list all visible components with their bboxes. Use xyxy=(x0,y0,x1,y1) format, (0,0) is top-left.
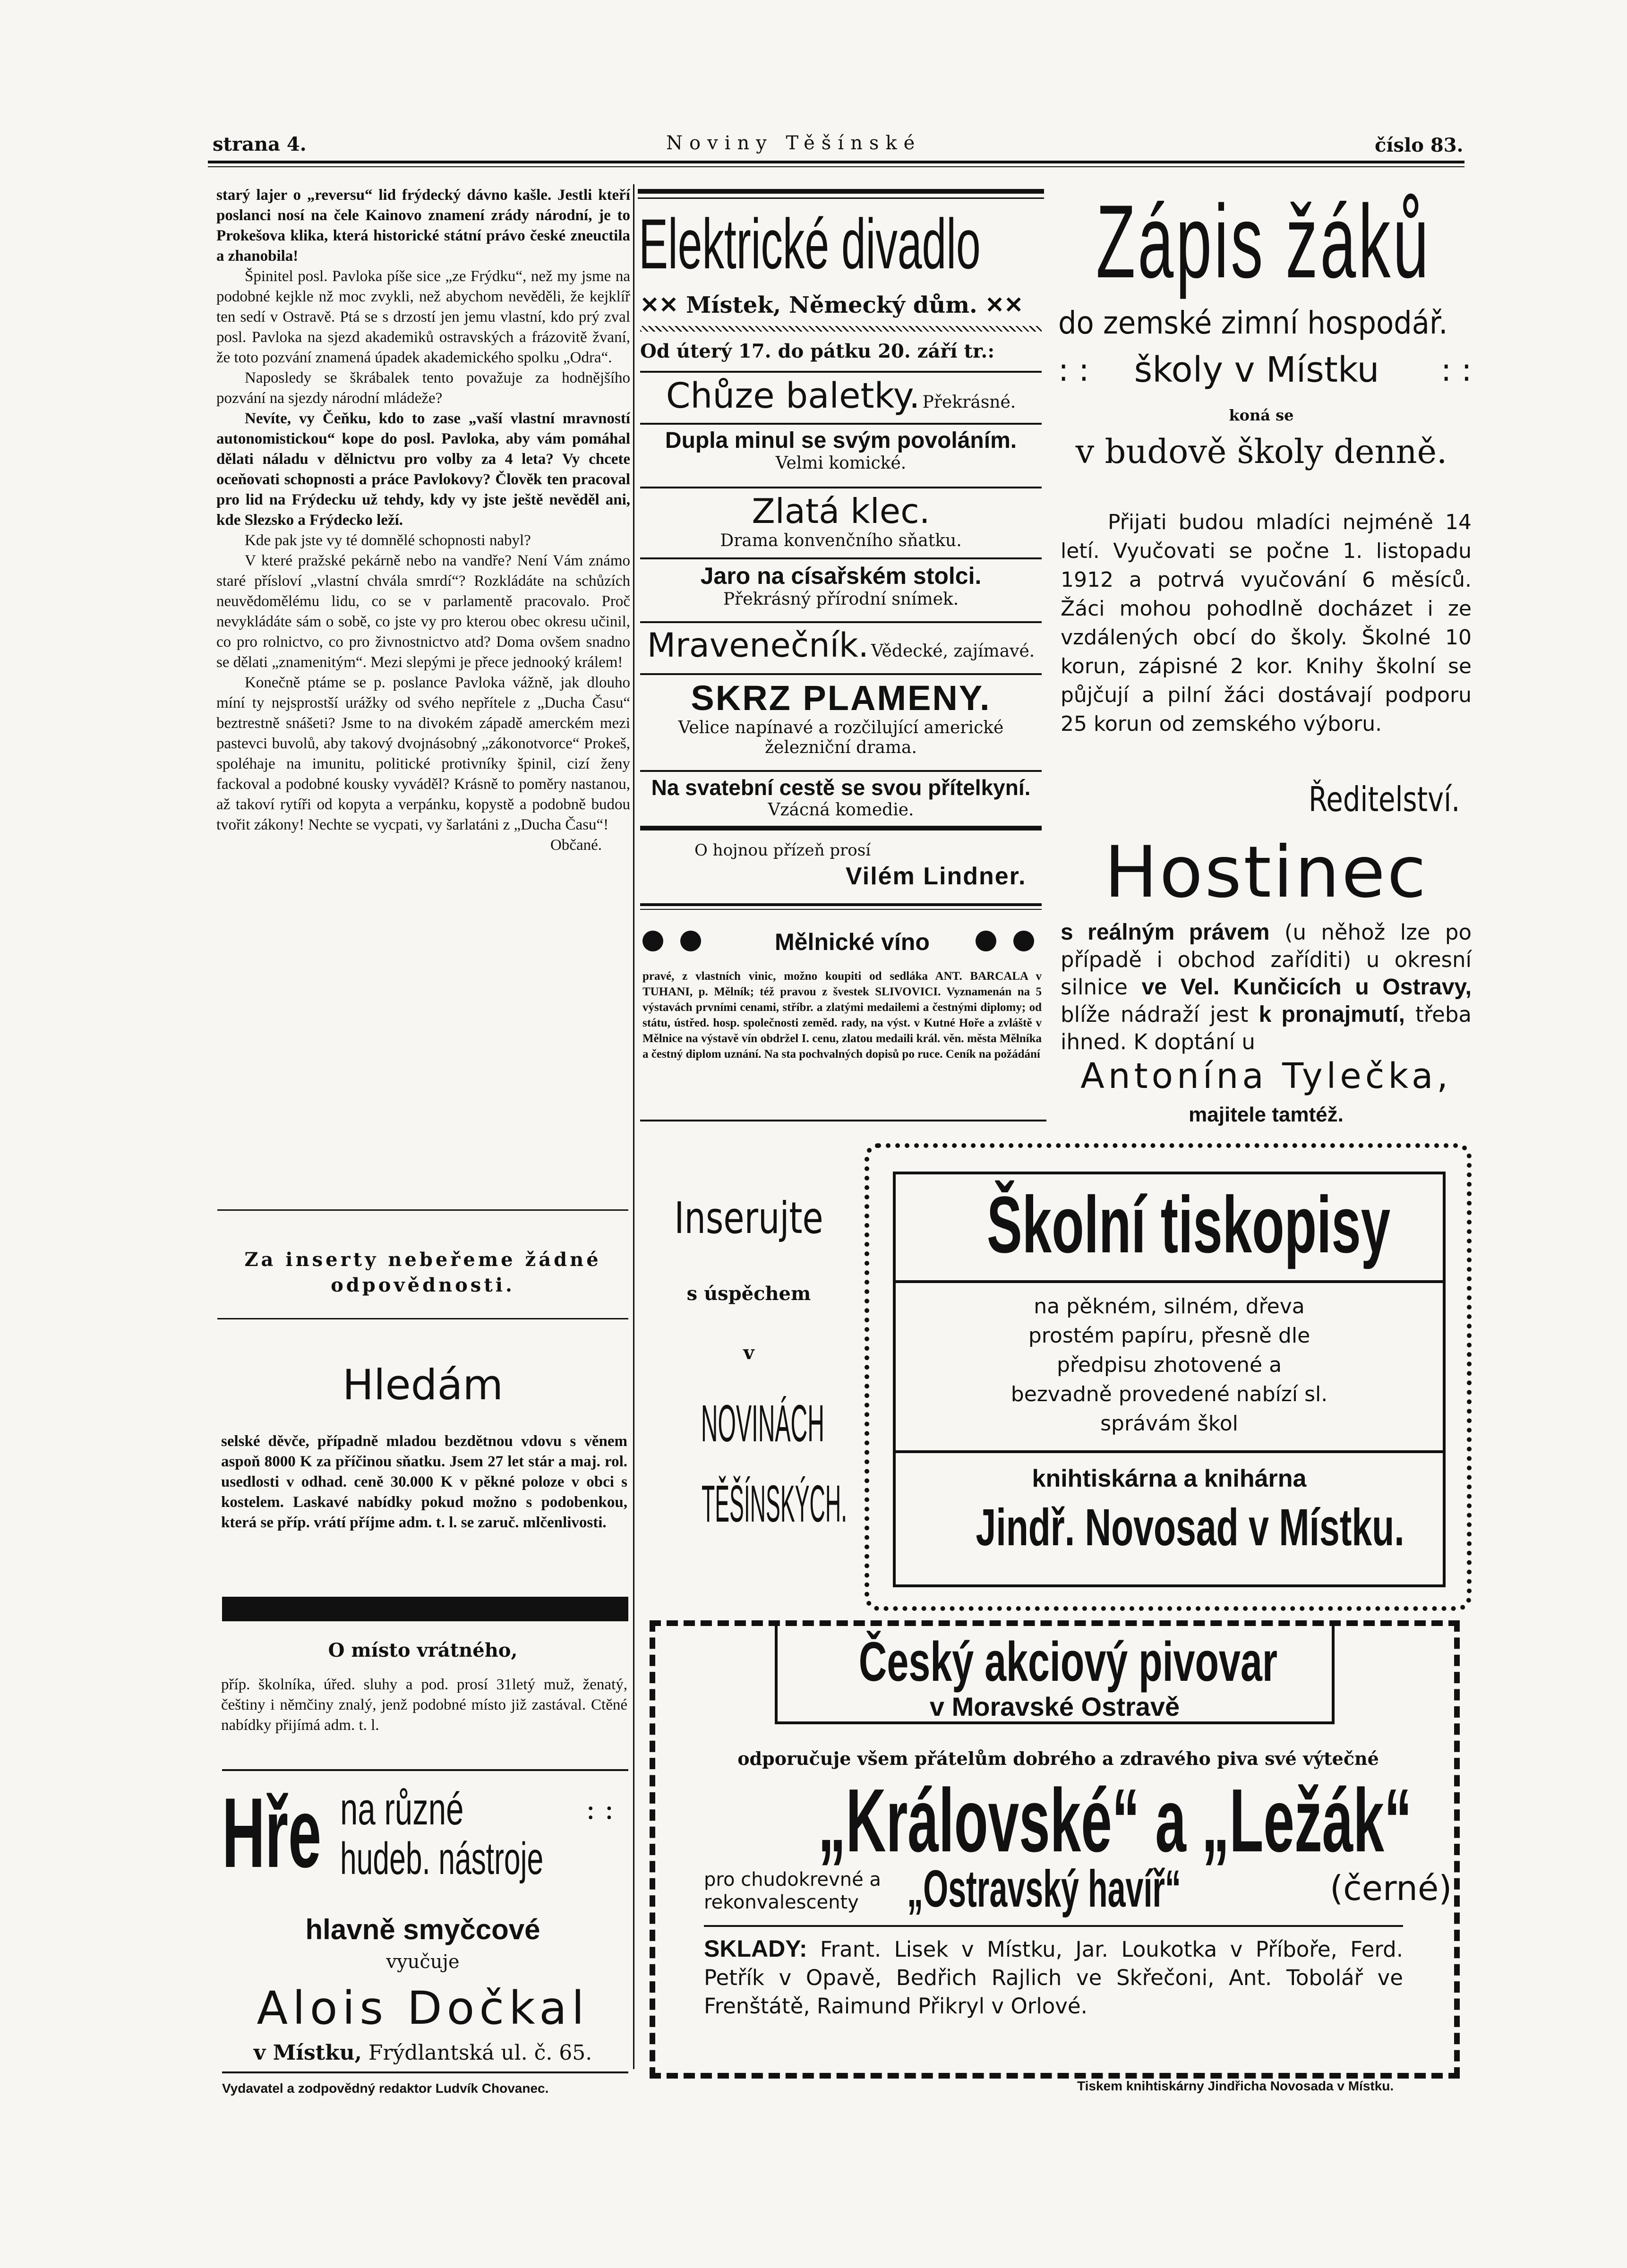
pivovar-depots xyxy=(704,1934,1403,2020)
inserujte-l5: TĚŠÍNSKÝCH. xyxy=(702,1475,848,1533)
hostinec-body xyxy=(1061,919,1472,1056)
bullet-icon xyxy=(976,931,996,951)
vratny-title: O místo vrátného, xyxy=(328,1639,518,1661)
article-paragraph: Kde pak jste vy té domnělé schopnosti nabyl? xyxy=(245,532,531,549)
divadlo-rule xyxy=(640,371,1042,373)
article-paragraph: starý lajer o „reversu“ lid frýdecký dávno kašle. Jestli kteří poslanci nosí na čele Kainovo znamení zrády národní, je to Prokešova klika, která historické státní právo české zneuctila a zhanobila! xyxy=(216,187,630,265)
article-paragraph: Konečně ptáme se p. poslance Pavloka vážně, jak dlouho míní ty nejsprostší urážky od svého nepřítele z „Ducha Času“ beztrestně snášeti? Jsme to na divokém západě amerckém mezi pastevci buvolů, aby takový dvojnásobný „zákonotvorce“ Prokeš, spoléhaje na imunitu, politické protivníky špinil, cizí ženy fackoval a podobné kousky vyváděl? Krásně to poměry nastanou, až takoví rytíři od kopyta a verpánku, kopystě a podobně budou tvořit zákony! Nechte se vycpati, vy šarlatáni z „Ducha Času“! xyxy=(216,674,630,833)
program-item xyxy=(638,626,1044,665)
program-note: Velmi komické. xyxy=(775,454,907,473)
hostinec-text: třeba ihned. K doptání u xyxy=(1061,1002,1472,1054)
pivovar-special: „Ostravský havíř“ xyxy=(907,1860,1182,1918)
divadlo-subtitle xyxy=(640,292,1023,318)
issue-number: číslo 83. xyxy=(1375,134,1464,156)
zapis-line1: do zemské zimní hospodář. xyxy=(1058,305,1448,341)
vino-bottom-rule xyxy=(640,1120,1046,1121)
x-ornament-icon: ✕✕ xyxy=(640,292,678,318)
hostinec-lead: s reálným právem xyxy=(1061,920,1270,945)
zapis-line2: školy v Místku xyxy=(1134,350,1379,390)
vratny-body: příp. školníka, úřed. sluhy a pod. prosí 31letý muž, ženatý, češtiny i němčiny znalý, jenž podobné místo již zastával. Ctěné nabídky přijímá adm. t. l. xyxy=(221,1676,627,1734)
hre-colon: : : xyxy=(586,1793,614,1826)
tiskopisy-rule xyxy=(893,1450,1446,1453)
divadlo-bottom-rule xyxy=(640,909,1042,910)
divadlo-rule xyxy=(640,487,1042,488)
hostinec-text: blíže nádraží jest xyxy=(1061,1002,1249,1027)
divadlo-rule xyxy=(640,673,1042,675)
article-paragraph: Naposledy se škrábalek tento považuje za hodnějšího pozvání na sjezdy národní mládeže? xyxy=(216,369,630,407)
program-name: Mravenečník. xyxy=(647,626,869,665)
program-note: Vědecké, zajímavé. xyxy=(871,642,1035,661)
hostinec-place: ve Vel. Kunčicích u Ostravy, xyxy=(1141,975,1472,1000)
inserujte-l4: NOVINÁCH xyxy=(701,1395,825,1453)
program-item xyxy=(638,775,1044,820)
vino-header xyxy=(640,928,1042,957)
tiskopisy-rule xyxy=(893,1280,1446,1283)
header-rule xyxy=(208,161,1464,163)
program-item xyxy=(638,491,1044,550)
tiskopisy-title: Školní tiskopisy xyxy=(986,1180,1391,1270)
zapis-line4: v budově školy denně. xyxy=(1075,432,1447,471)
hostinec-name: Antonína Tylečka, xyxy=(1080,1056,1452,1096)
wavy-rule xyxy=(640,326,1042,332)
left-rule xyxy=(217,1318,628,1319)
program-name: Na svatební cestě se svou přítelkyní. xyxy=(651,775,1031,800)
header-rule-thin xyxy=(208,166,1464,167)
tiskopisy-firm1: knihtiskárna a knihárna xyxy=(1032,1465,1307,1492)
left-article xyxy=(216,185,630,856)
hre-address xyxy=(217,2041,628,2065)
program-item xyxy=(638,376,1044,416)
hledam-title: Hledám xyxy=(342,1361,504,1409)
divadlo-title: Elektrické divadlo xyxy=(639,204,981,283)
divadlo-rule-thick xyxy=(640,826,1042,830)
pivovar-rule xyxy=(704,1925,1403,1927)
pivovar-title2: v Moravské Ostravě xyxy=(929,1692,1180,1721)
program-name: SKRZ PLAMENY. xyxy=(691,678,991,718)
hostinec-text: (u něhož lze po případě i obchod zaříditi) u okresní silnice xyxy=(1061,920,1472,1000)
pivovar-for: pro chudokrevné a rekonvalescenty xyxy=(704,1869,881,1913)
black-bar xyxy=(222,1597,628,1621)
divadlo-rule xyxy=(640,423,1042,425)
pivovar-depots-label: SKLADY: xyxy=(704,1935,807,1962)
bullet-icon xyxy=(1013,931,1034,951)
pivovar-recommend: odporučuje všem přátelům dobrého a zdravého piva své výtečné xyxy=(737,1748,1379,1769)
article-paragraph: Špinitel posl. Pavloka píše sice „ze Frýdku“, než my jsme na podobné kejkle nž moc zvykli, než abychom nevěděli, že kejklíř ten sedí v Ostravě. Ptá se s drzostí jen jemu vlastní, kdo prý zval posl. Pavloka na sjezd akademiků ostravských a frázovitě žvaní, že toto pozvání znamená úpadek akademického spolku „Odra“. xyxy=(216,268,630,366)
bullet-icon xyxy=(642,931,663,951)
zapis-title: Zápis žáků xyxy=(1096,183,1431,300)
inserujte-l3: v xyxy=(743,1342,754,1364)
pivovar-special-note: (černé). xyxy=(1330,1868,1463,1908)
pivovar-depots-list: Frant. Lisek v Místku, Jar. Loukotka v Příboře, Ferd. Petřík v Opavě, Bedřich Rajlich ve Skřečoni, Ant. Tobolář ve Frenštátě, Raimund Přikryl v Orlové. xyxy=(704,1937,1403,2019)
hre-address-town: v Místku, xyxy=(253,2041,362,2065)
pivovar-title1: Český akciový pivovar xyxy=(858,1631,1277,1693)
zapis-line2-colon: : : xyxy=(1058,352,1089,388)
footer-publisher: Vydavatel a zodpovědný redaktor Ludvík Chovanec. xyxy=(222,2081,549,2096)
hre-address-street: Frýdlantská ul. č. 65. xyxy=(368,2041,592,2065)
vino-title: Mělnické víno xyxy=(775,929,930,955)
left-rule xyxy=(222,2071,628,2073)
divadlo-closing: O hojnou přízeň prosí xyxy=(694,841,871,860)
hostinec-rent: k pronajmutí, xyxy=(1259,1002,1405,1027)
footer-printer: Tiskem knihtiskárny Jindřicha Novosada v Místku. xyxy=(1077,2079,1394,2093)
hre-big: Hře xyxy=(222,1777,322,1888)
program-item xyxy=(638,562,1044,609)
tiskopisy-body: na pěkném, silném, dřeva prostém papíru, přesně dle předpisu zhotovené a bezvadně provedené nabízí sl. správám škol xyxy=(1010,1294,1328,1436)
left-rule xyxy=(217,1209,628,1211)
divadlo-rule xyxy=(640,621,1042,623)
program-note: Vzácná komedie. xyxy=(768,800,914,820)
program-name: Chůze baletky. xyxy=(666,376,920,416)
column-divider xyxy=(633,184,634,2069)
program-note: Překrásný přírodní snímek. xyxy=(723,590,959,609)
zapis-line3: koná se xyxy=(1229,406,1294,424)
divadlo-venue: Místek, Německý dům. xyxy=(686,292,977,318)
hre-line1: na různé xyxy=(340,1784,464,1834)
x-ornament-icon: ✕✕ xyxy=(985,292,1023,318)
program-name: Zlatá klec. xyxy=(752,491,930,531)
program-note: Velice napínavé a rozčilující americké železniční drama. xyxy=(678,718,1004,757)
program-note: Drama konvenčního sňatku. xyxy=(720,531,962,550)
hre-name: Alois Dočkal xyxy=(257,1982,589,2035)
inserujte-l1: Inserujte xyxy=(674,1193,823,1243)
divadlo-rule xyxy=(640,557,1042,559)
disclaimer: Za inserty nebeřeme žádné odpovědnosti. xyxy=(244,1249,601,1296)
article-paragraph: V které pražské pekárně nebo na vandře? Není Vám známo staré přísloví „vlastní chvála smrdí“? Rozkládáte na schůzích neuvědomělému lidu, co se v parlamentě pracovalo. Proč nevykládáte sám o sobě, co jste vy pro kterou obec okresu učinil, co pro rolnictvo, co pro živnostnictvo atd? Doma ovšem snadno se dělati „znamenitým“. Mezi slepými je přece jednooký králem! xyxy=(216,552,630,671)
pivovar-beer: „Královské“ a „Ležák“ xyxy=(818,1771,1412,1871)
article-paragraph: Nevíte, vy Čeňku, kdo to zase „vaší vlastní mravností autonomistickou“ kope do posl. Pavloka, aby vám pomáhal dělati náladu v dělnictvu pro volby za 4 leta? Vy chcete oceňovati schopnosti a práce Pavlokovy? Člověk ten pracoval pro lid na Frýdecku už tehdy, kdy vy jste ještě nevěděl ani, kde Slezsko a Frýdecko leží. xyxy=(216,410,630,529)
page-number: strana 4. xyxy=(213,133,307,155)
program-note: Překrásné. xyxy=(922,393,1016,412)
vino-body: pravé, z vlastních vinic, možno koupiti od sedláka ANT. BARCALA v TUHANI, p. Mělník; též pravou z švestek SLIVOVICI. Vyznamenán na 5 výstavách prvními cenami, stříbr. a zlatými medailemi a čestnými diplomy; od státu, ústřed. hosp. společnosti zeměd. rady, na výst. v Kutné Hoře a zvláště v Mělnice na výstavě vín obdržel I. cenu, zlatou medaili král. věn. města Mělníka a čestný diplom uznání. Na sta pochvalných dopisů po ruce. Ceník na požádání xyxy=(642,970,1042,1061)
zapis-line2-colon: : : xyxy=(1441,352,1472,388)
bullet-icon xyxy=(680,931,701,951)
program-name: Dupla minul se svým povoláním. xyxy=(665,428,1017,453)
divadlo-top-rule-thin xyxy=(638,197,1044,199)
program-item xyxy=(638,678,1044,758)
hre-line2: hudeb. nástroje xyxy=(340,1833,544,1884)
zapis-body: Přijati budou mladíci nejméně 14 letí. Vyučovati se počne 1. listopadu 1912 a potrvá vyučování 6 měsíců. Žáci mohou pohodlně docházet i ze vzdálených obcí do školy. Školné 10 korun, zápisné 2 kor. Knihy školní se půjčují a pilní žáci dostávají podporu 25 korun od zemského výboru. xyxy=(1061,510,1472,736)
divadlo-bottom-rule xyxy=(640,903,1042,906)
hledam-body: selské děvče, případně mladou bezdětnou vdovu s věnem aspoň 8000 K za příčinou sňatku. Jsem 27 let stár a maj. rol. usedlosti v odhad. ceně 30.000 K v pěkné poloze v obci s kostelem. Laskavé nabídky pokud možno s podobenkou, která se příp. vrátí příjme adm. t. l. se zaruč. mlčenlivosti. xyxy=(221,1433,627,1531)
article-signature: Občané. xyxy=(550,837,602,854)
hre-line4: vyučuje xyxy=(386,1951,460,1973)
left-rule xyxy=(222,1769,628,1771)
newspaper-title: Noviny Těšínské xyxy=(666,132,922,154)
zapis-sign: Ředitelství. xyxy=(1309,779,1460,819)
program-name: Jaro na císařském stolci. xyxy=(700,563,982,589)
divadlo-top-rule xyxy=(638,189,1044,194)
tiskopisy-firm2: Jindř. Novosad v Místku. xyxy=(976,1498,1404,1557)
program-item xyxy=(638,428,1044,473)
divadlo-owner: Vilém Lindner. xyxy=(846,863,1027,890)
inserujte-l2: s úspěchem xyxy=(686,1283,811,1305)
hostinec-role: majitele tamtéž. xyxy=(1189,1103,1344,1126)
hostinec-title: Hostinec xyxy=(1104,831,1428,914)
hre-line3: hlavně smyčcové xyxy=(305,1914,540,1945)
divadlo-dates: Od úterý 17. do pátku 20. září tr.: xyxy=(640,340,995,362)
divadlo-rule xyxy=(640,770,1042,772)
